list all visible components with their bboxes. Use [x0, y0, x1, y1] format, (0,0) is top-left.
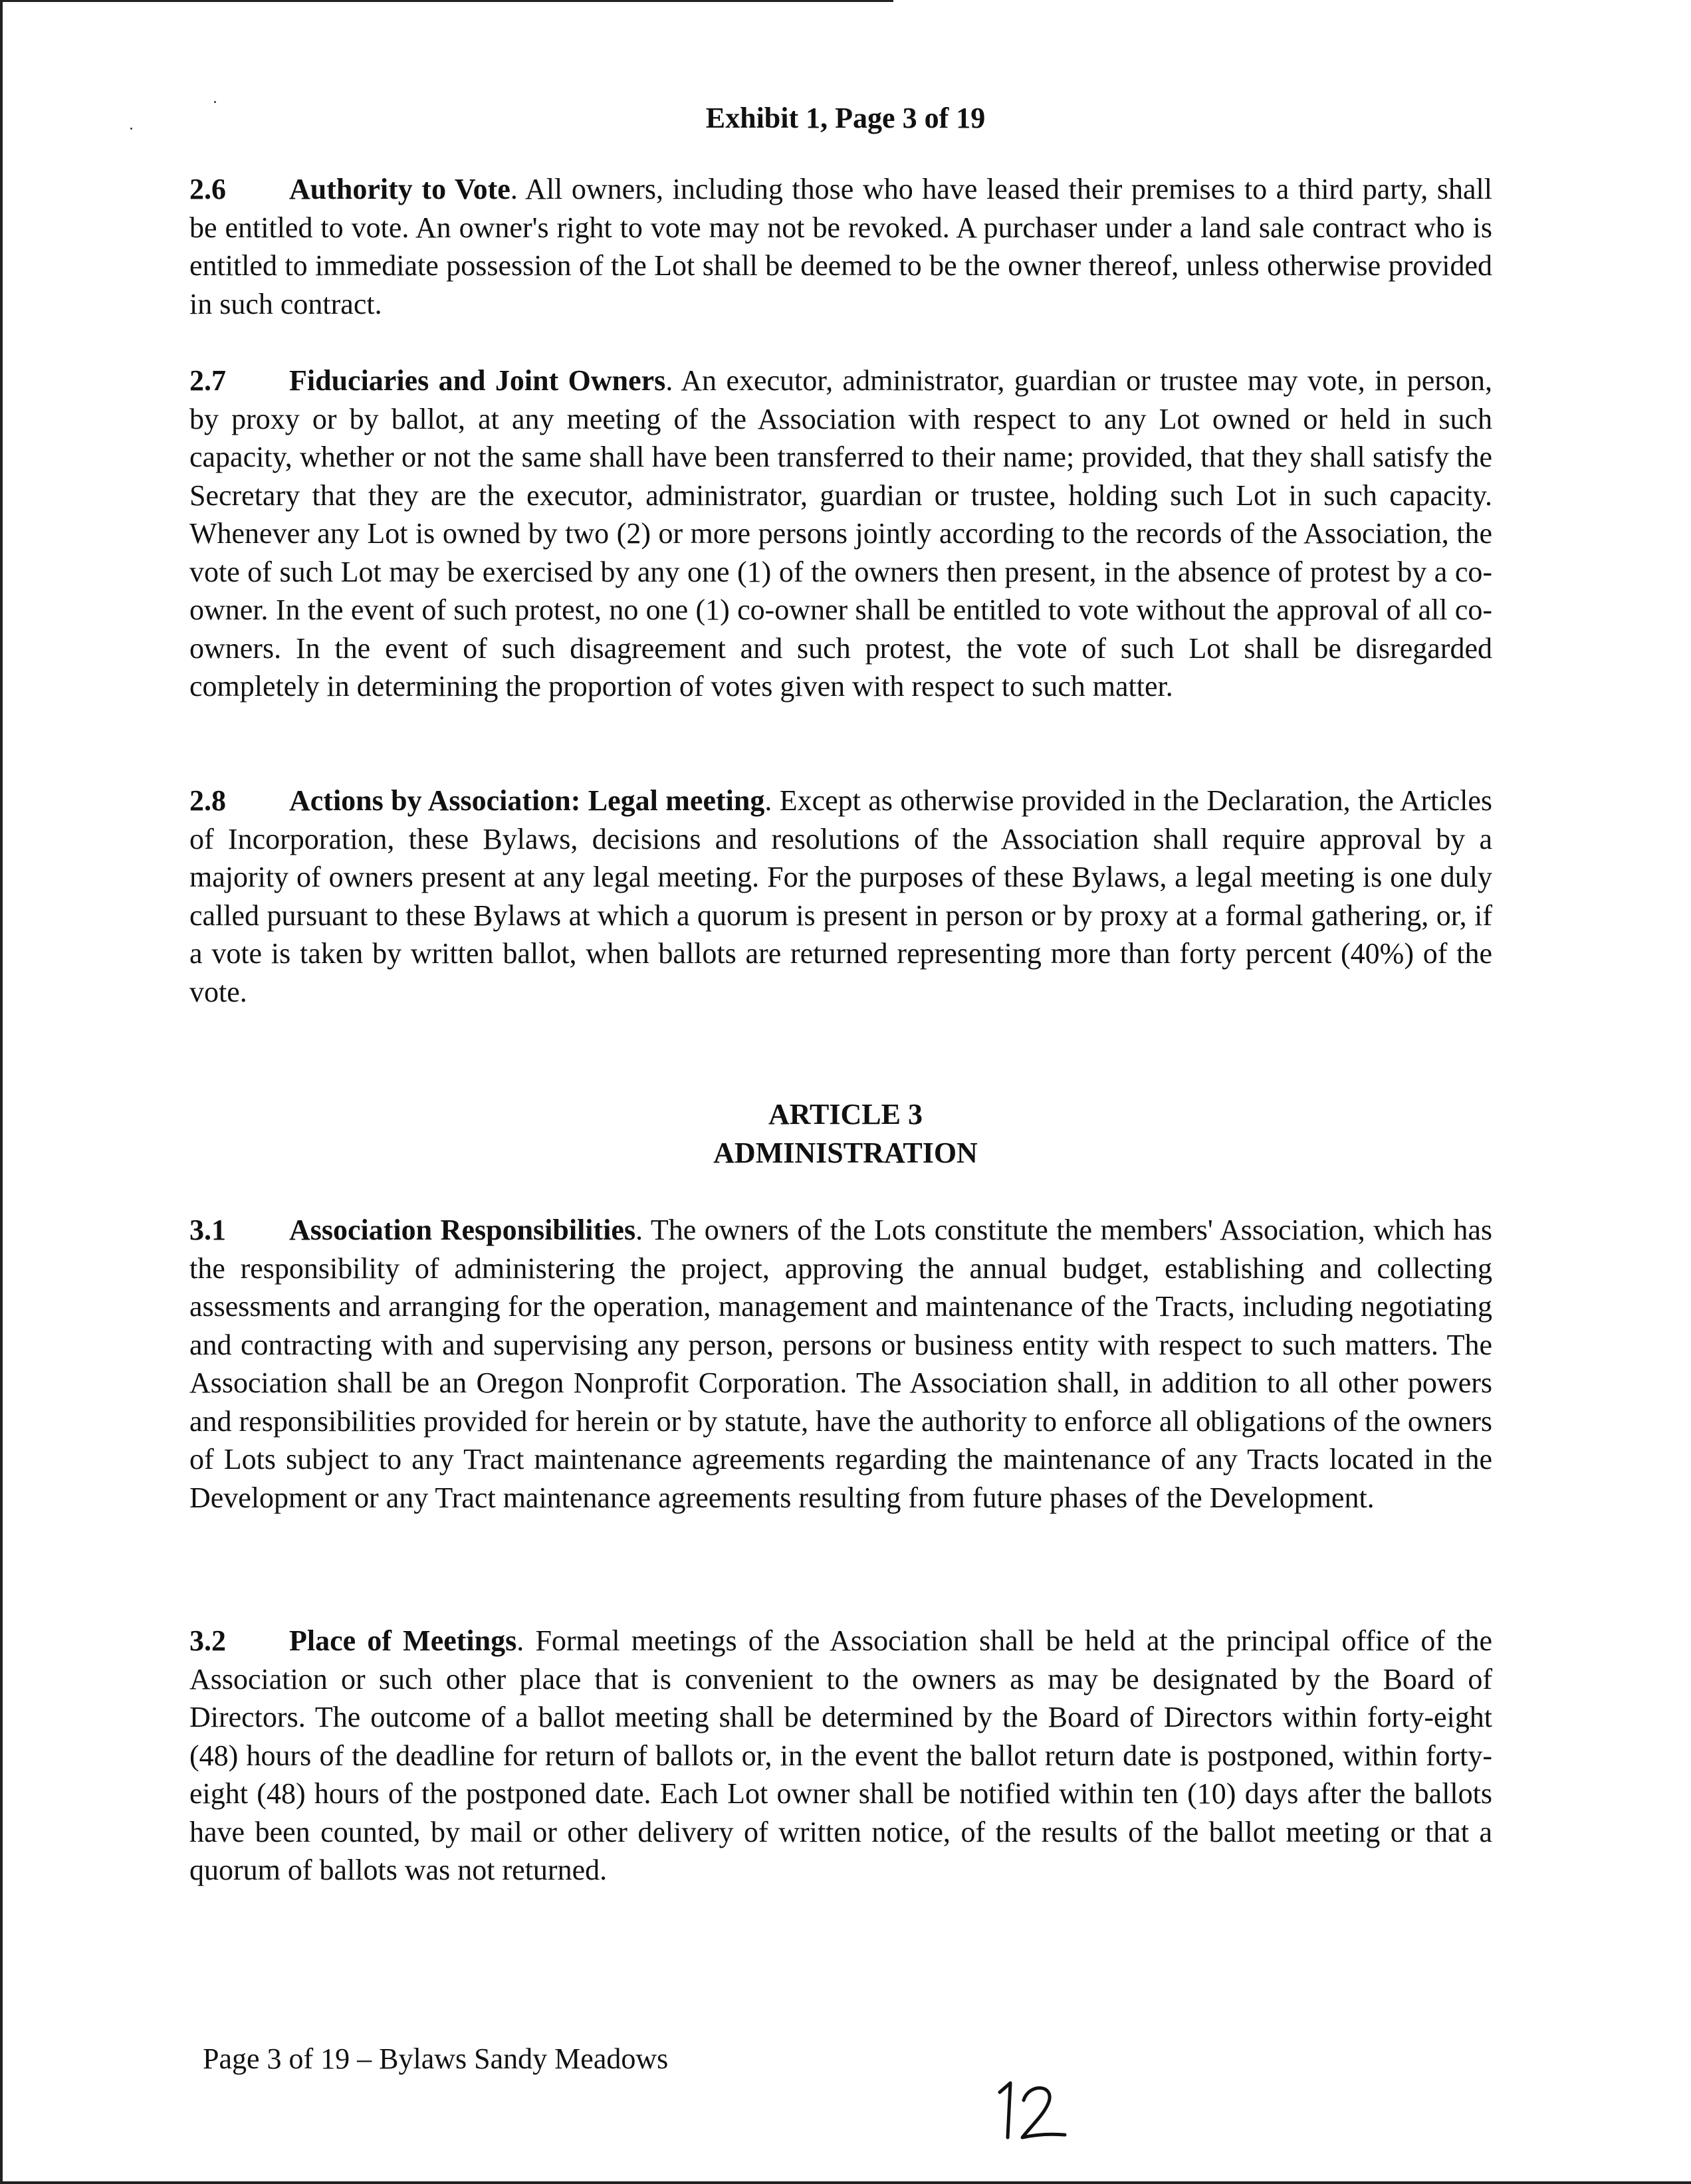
section-body: An executor, administrator, guardian or trustee may vote, in person, by proxy or by ballot, at any meeting of the Association with respect to any Lot owned or held in such capacity, whether or not the same shall have been transferred to their name; provided, that they shall satisfy the Secretary that they are the executor, administrator, guardian or trustee, holding such Lot in such capacity. Whenever any Lot is owned by two (2) or more persons jointly according to the records of the Association, the vote of such Lot may be exercised by any one (1) of the owners then present, in the absence of protest by a co-owner. In the event of such protest, no one (1) co-owner shall be entitled to vote without the approval of all co-owners. In the event of such disagreement and such protest, the vote of such Lot shall be disregarded completely in determining the proportion of votes given with respect to such matter. [189, 364, 1492, 703]
exhibit-header: Exhibit 1, Page 3 of 19 [705, 102, 986, 134]
article-title: ADMINISTRATION [713, 1137, 978, 1169]
section-title: Fiduciaries and Joint Owners [289, 364, 666, 397]
section-body: The owners of the Lots constitute the members' Association, which has the responsibility of administering the project, approving the annual budget, establishing and collecting assessments and arranging for the operation, management and maintenance of the Tracts, including negotiating and contracting with and supervising any person, persons or business entity with respect to such matters. The Association shall be an Oregon Nonprofit Corporation. The Association shall, in addition to all other powers and responsibilities provided for herein or by statute, have the authority to enforce all obligations of the owners of Lots subject to any Tract maintenance agreements regarding the maintenance of any Tracts located in the Development or any Tract maintenance agreements resulting from future phases of the Development. [189, 1214, 1493, 1514]
section-body: All owners, including those who have leased their premises to a third party, shall be entitled to vote. An owner's right to vote may not be revoked. A purchaser under a land sale contract who is entitled to immediate possession of the Lot shall be deemed to be the owner thereof, unless otherwise provided in such contract. [189, 173, 1492, 320]
article-number: ARTICLE 3 [768, 1098, 923, 1131]
scan-edge-top [0, 0, 893, 2]
section-number: 2.6 [189, 173, 226, 205]
scan-edge-bottom [0, 2181, 1691, 2184]
section-number: 2.7 [189, 364, 226, 397]
page-footer: Page 3 of 19 – Bylaws Sandy Meadows [203, 2042, 669, 2075]
section-number: 3.1 [189, 1214, 226, 1246]
section-body: Except as otherwise provided in the Declaration, the Articles of Incorporation, these Bylaws, decisions and resolutions of the Association shall require approval by a majority of owners present at any legal meeting. For the purposes of these Bylaws, a legal meeting is one duly called pursuant to these Bylaws at which a quorum is present in person or by proxy at a formal gathering, or, if a vote is taken by written ballot, when ballots are returned representing more than forty percent (40%) of the vote. [189, 784, 1492, 1008]
handwritten-page-number [990, 2074, 1070, 2147]
section-title: Association Responsibilities [289, 1214, 636, 1246]
section-2-7: 2.7 Fiduciaries and Joint Owners. An executor, administrator, guardian or trustee may vote, in person, by proxy or by ballot, at any meeting of the Association with respect to any Lot owned or held in such capacity, whether or not the same shall have been transferred to their name; provided, that they shall satisfy the Secretary that they are the executor, administrator, guardian or trustee, holding such Lot in such capacity. Whenever any Lot is owned by two (2) or more persons jointly according to the records of the Association, the vote of such Lot may be exercised by any one (1) of the owners then present, in the absence of protest by a co-owner. In the event of such protest, no one (1) co-owner shall be entitled to vote without the approval of all co-owners. In the event of such disagreement and such protest, the vote of such Lot shall be disregarded completely in determining the proportion of votes given with respect to such matter. [189, 362, 1492, 706]
article-heading [0, 1095, 1691, 1172]
section-3-2: 3.2 Place of Meetings. Formal meetings of the Association shall be held at the principal office of the Association or such other place that is convenient to the owners as may be designated by the Board of Directors. The outcome of a ballot meeting shall be determined by the Board of Directors within forty-eight (48) hours of the deadline for return of ballots or, in the event the ballot return date is postponed, within forty-eight (48) hours of the postponed date. Each Lot owner shall be notified within ten (10) days after the ballots have been counted, by mail or other delivery of written notice, of the results of the ballot meeting or that a quorum of ballots was not returned. [189, 1622, 1492, 1890]
section-3-1: 3.1 Association Responsibilities. The owners of the Lots constitute the members' Association, which has the responsibility of administering the project, approving the annual budget, establishing and collecting assessments and arranging for the operation, management and maintenance of the Tracts, including negotiating and contracting with and supervising any person, persons or business entity with respect to such matters. The Association shall be an Oregon Nonprofit Corporation. The Association shall, in addition to all other powers and responsibilities provided for herein or by statute, have the authority to enforce all obligations of the owners of Lots subject to any Tract maintenance agreements regarding the maintenance of any Tracts located in the Development or any Tract maintenance agreements resulting from future phases of the Development. [189, 1211, 1492, 1517]
section-number: 3.2 [189, 1624, 226, 1657]
section-title: Actions by Association: Legal meeting [289, 784, 765, 817]
section-title: Place of Meetings [289, 1624, 517, 1657]
section-2-8: 2.8 Actions by Association: Legal meeting. Except as otherwise provided in the Declaration, the Articles of Incorporation, these Bylaws, decisions and resolutions of the Association shall require approval by a majority of owners present at any legal meeting. For the purposes of these Bylaws, a legal meeting is one duly called pursuant to these Bylaws at which a quorum is present in person or by proxy at a formal gathering, or, if a vote is taken by written ballot, when ballots are returned representing more than forty percent (40%) of the vote. [189, 782, 1492, 1011]
section-title: Authority to Vote [289, 173, 510, 205]
section-body: Formal meetings of the Association shall be held at the principal office of the Association or such other place that is convenient to the owners as may be designated by the Board of Directors. The outcome of a ballot meeting shall be determined by the Board of Directors within forty-eight (48) hours of the deadline for return of ballots or, in the event the ballot return date is postponed, within forty-eight (48) hours of the postponed date. Each Lot owner shall be notified within ten (10) days after the ballots have been counted, by mail or other delivery of written notice, of the results of the ballot meeting or that a quorum of ballots was not returned. [189, 1624, 1493, 1886]
scan-edge-left [0, 0, 3, 2184]
section-2-6: 2.6 Authority to Vote. All owners, including those who have leased their premises to a third party, shall be entitled to vote. An owner's right to vote may not be revoked. A purchaser under a land sale contract who is entitled to immediate possession of the Lot shall be deemed to be the owner thereof, unless otherwise provided in such contract. [189, 170, 1492, 323]
section-number: 2.8 [189, 784, 226, 817]
